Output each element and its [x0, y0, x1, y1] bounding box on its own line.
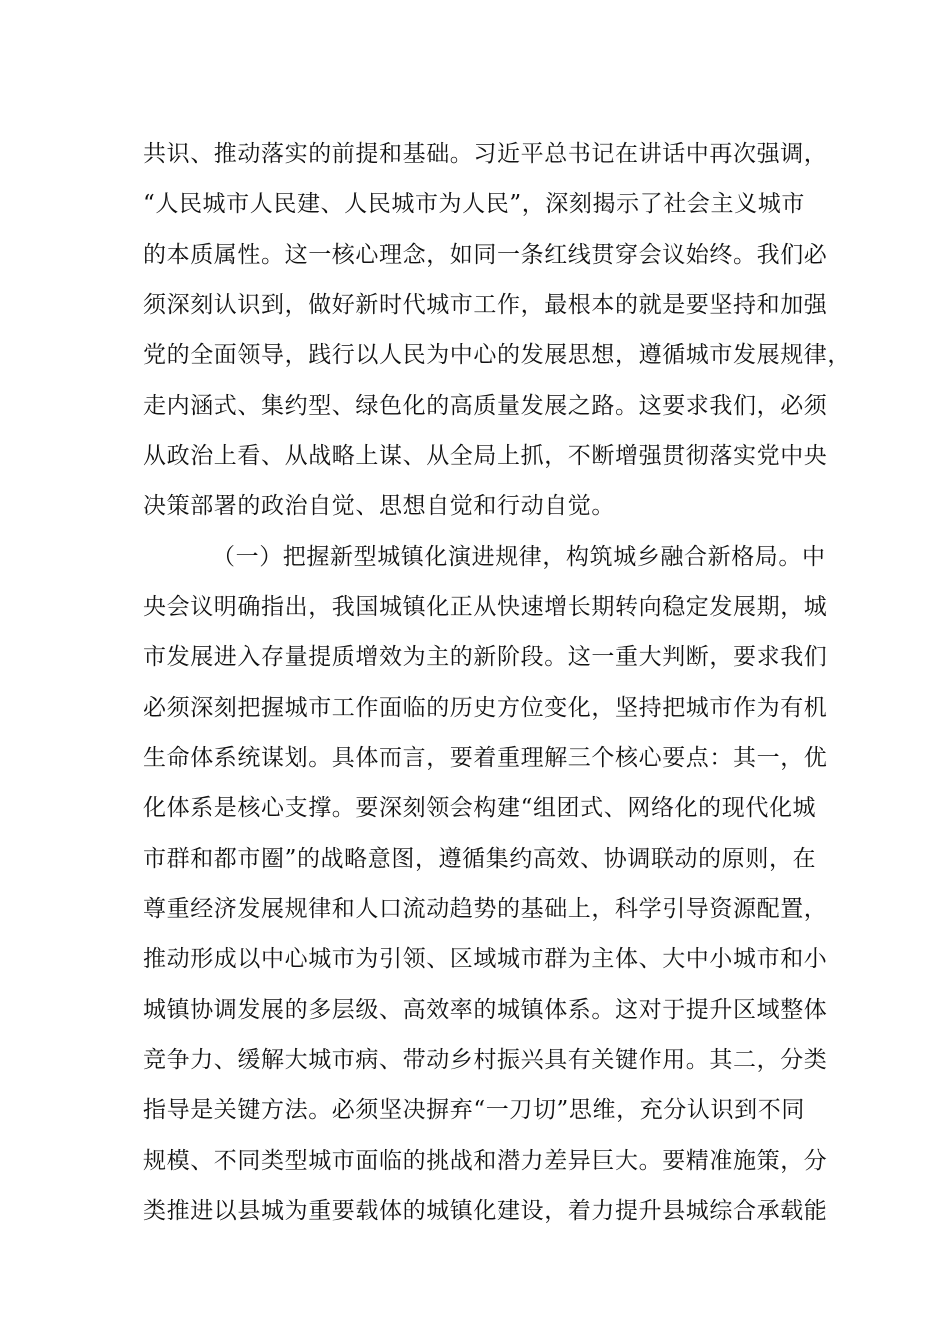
paragraph-2-line-1: （一）把握新型城镇化演进规律，构筑城乡融合新格局。中	[212, 544, 826, 570]
paragraph-2-line-13: 规模、不同类型城市面临的挑战和潜力差异巨大。要精准施策，分	[143, 1148, 828, 1174]
paragraph-2-line-11: 竞争力、缓解大城市病、带动乡村振兴具有关键作用。其二，分类	[143, 1047, 828, 1073]
paragraph-1-line-4: 须深刻认识到，做好新时代城市工作，最根本的就是要坚持和加强	[143, 292, 828, 318]
paragraph-1-line-5: 党的全面领导，践行以人民为中心的发展思想，遵循城市发展规律，	[143, 342, 851, 368]
paragraph-1-line-3: 的本质属性。这一核心理念，如同一条红线贯穿会议始终。我们必	[143, 242, 828, 268]
paragraph-2-line-8: 尊重经济发展规律和人口流动趋势的基础上，科学引导资源配置，	[143, 896, 828, 922]
paragraph-1-line-7: 从政治上看、从战略上谋、从全局上抓，不断增强贯彻落实党中央	[143, 443, 828, 469]
paragraph-2-line-9: 推动形成以中心城市为引领、区域城市群为主体、大中小城市和小	[143, 946, 828, 972]
paragraph-2-line-12: 指导是关键方法。必须坚决摒弃“一刀切”思维，充分认识到不同	[143, 1097, 805, 1123]
paragraph-2-line-14: 类推进以县城为重要载体的城镇化建设，着力提升县城综合承载能	[143, 1198, 828, 1224]
paragraph-2-line-5: 生命体系统谋划。具体而言，要着重理解三个核心要点：其一，优	[143, 745, 828, 771]
paragraph-1-line-8: 决策部署的政治自觉、思想自觉和行动自觉。	[143, 493, 615, 519]
paragraph-1-line-1: 共识、推动落实的前提和基础。习近平总书记在讲话中再次强调，	[143, 141, 828, 167]
paragraph-2-line-4: 必须深刻把握城市工作面临的历史方位变化，坚持把城市作为有机	[143, 695, 828, 721]
paragraph-2-line-7: 市群和都市圈”的战略意图，遵循集约高效、协调联动的原则，在	[143, 846, 817, 872]
paragraph-2-line-2: 央会议明确指出，我国城镇化正从快速增长期转向稳定发展期，城	[143, 594, 828, 620]
paragraph-2-line-10: 城镇协调发展的多层级、高效率的城镇体系。这对于提升区域整体	[143, 997, 828, 1023]
paragraph-2-line-6: 化体系是核心支撑。要深刻领会构建“组团式、网络化的现代化城	[143, 795, 817, 821]
paragraph-2-line-3: 市发展进入存量提质增效为主的新阶段。这一重大判断，要求我们	[143, 644, 828, 670]
paragraph-1-line-2: “人民城市人民建、人民城市为人民”，深刻揭示了社会主义城市	[143, 191, 805, 217]
paragraph-1-line-6: 走内涵式、集约型、绿色化的高质量发展之路。这要求我们，必须	[143, 393, 828, 419]
